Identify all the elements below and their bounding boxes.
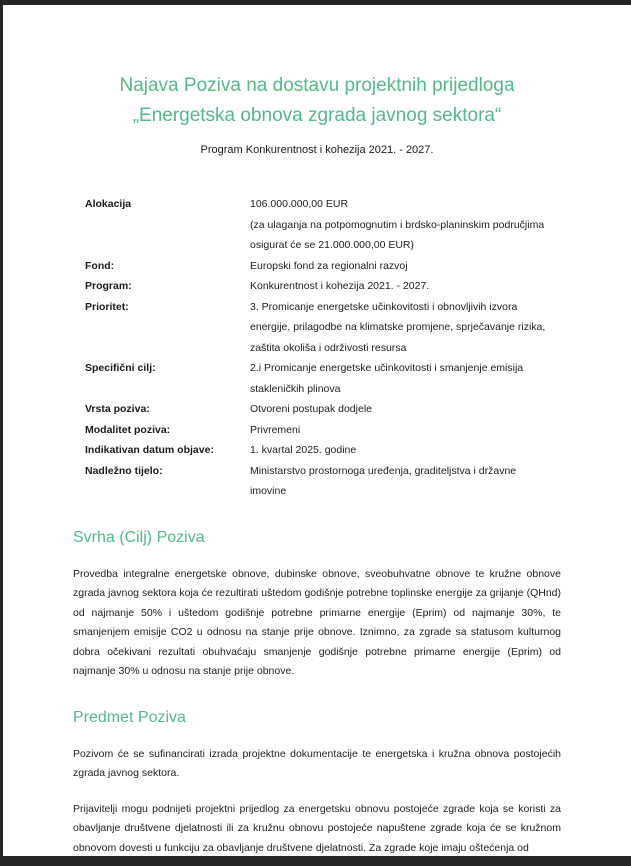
document-subtitle: Program Konkurentnost i kohezija 2021. - 2027. <box>200 144 434 156</box>
section-svrha-poziva <box>73 528 561 682</box>
details-value-line: Konkurentnost i kohezija 2021. - 2027. <box>250 280 430 292</box>
details-value-line: imovine <box>250 485 287 497</box>
document-title <box>73 71 561 131</box>
details-value <box>250 399 561 420</box>
details-label: Program: <box>85 280 132 292</box>
details-value-line: zaštita okoliša i održivosti resursa <box>250 341 407 354</box>
details-table <box>85 194 561 502</box>
details-value-line: energije, prilagodbe na klimatske promjene, sprječavanje rizika, <box>250 321 546 333</box>
section-heading: Svrha (Cilj) Poziva <box>73 528 205 546</box>
details-value-line: 106.000.000,00 EUR <box>250 198 349 210</box>
details-value <box>250 420 561 441</box>
details-value <box>250 440 561 461</box>
details-value <box>250 276 561 297</box>
details-value <box>250 461 561 502</box>
details-value <box>250 358 561 399</box>
details-value-line: Privremeni <box>250 423 301 436</box>
details-value <box>250 256 561 277</box>
details-value-line: Europski fond za regionalni razvoj <box>250 259 408 272</box>
section-predmet-poziva <box>73 708 561 859</box>
details-value-line: 2.i Promicanje energetske učinkovitosti i smanjenje emisija <box>250 362 524 374</box>
section-heading: Predmet Poziva <box>73 708 186 726</box>
document-page <box>3 5 631 856</box>
paragraph: Prijavitelji mogu podnijeti projektni prijedlog za energetsku obnovu postojeće zgrade koja se koristi za obavljanje društvene djelatnosti ili za kružnu obnovu postojeće napuštene zgrade koja će se kružnom obnovom dovesti u funkciju za obavljanje društvene djelatnosti. Za zgrade koje imaju oštećenja od <box>73 802 561 854</box>
document-title-line1: Najava Poziva na dostavu projektnih prijedloga <box>119 75 515 96</box>
details-row-specificni-cilj <box>85 358 561 399</box>
document-title-line2: „Energetska obnova zgrada javnog sektora“ <box>132 105 502 126</box>
details-label: Indikativan datum objave: <box>85 444 214 456</box>
details-value <box>250 194 561 256</box>
details-label: Specifični cilj: <box>85 362 156 374</box>
details-label: Fond: <box>85 259 115 272</box>
details-row-modalitet-poziva <box>85 420 561 441</box>
details-row-program <box>85 276 561 297</box>
details-label: Alokacija <box>85 198 132 210</box>
document-content <box>3 71 631 858</box>
details-row-prioritet <box>85 297 561 359</box>
details-value-line: stakleničkih plinova <box>250 382 341 395</box>
details-value <box>250 297 561 359</box>
details-row-alokacija <box>85 194 561 256</box>
details-row-vrsta-poziva <box>85 399 561 420</box>
details-value-line: osigurat će se 21.000.000,00 EUR) <box>250 239 415 251</box>
details-row-nadlezno-tijelo <box>85 461 561 502</box>
details-row-indikativan-datum <box>85 440 561 461</box>
details-value-line: (za ulaganja na potpomognutim i brdsko-planinskim područjima <box>250 218 545 231</box>
details-value-line: Ministarstvo prostornoga uređenja, graditeljstva i državne <box>250 464 517 477</box>
paragraph: Provedba integralne energetske obnove, dubinske obnove, sveobuhvatne obnove te kružne obnove zgrada javnog sektora koja će rezultirati uštedom godišnje potrebne toplinske energije za grijanje (QHnd) od najmanje 50% i uštedom godišnje potrebne primarne energije (Eprim) od najmanje 30%, te smanjenjem emisije CO2 u odnosu na stanje prije obnove. Iznimno, za zgrade sa statusom kulturnog dobra očekivani rezultati obuhvaćaju smanjenje godišnje potrebne primarne energije (Eprim) od najmanje 30% u odnosu na stanje prije obnove. <box>73 567 561 677</box>
details-value-line: Otvoreni postupak dodjele <box>250 403 372 415</box>
details-value-line: 3. Promicanje energetske učinkovitosti i obnovljivih izvora <box>250 300 518 313</box>
details-label: Modalitet poziva: <box>85 423 171 436</box>
details-label: Vrsta poziva: <box>85 403 150 415</box>
details-value-line: 1. kvartal 2025. godine <box>250 444 357 456</box>
details-label: Nadležno tijelo: <box>85 464 163 477</box>
details-row-fond <box>85 256 561 277</box>
paragraph: Pozivom će se sufinancirati izrada projektne dokumentacije te energetska i kružna obnova postojećih zgrada javnog sektora. <box>73 747 561 779</box>
details-label: Prioritet: <box>85 300 129 313</box>
